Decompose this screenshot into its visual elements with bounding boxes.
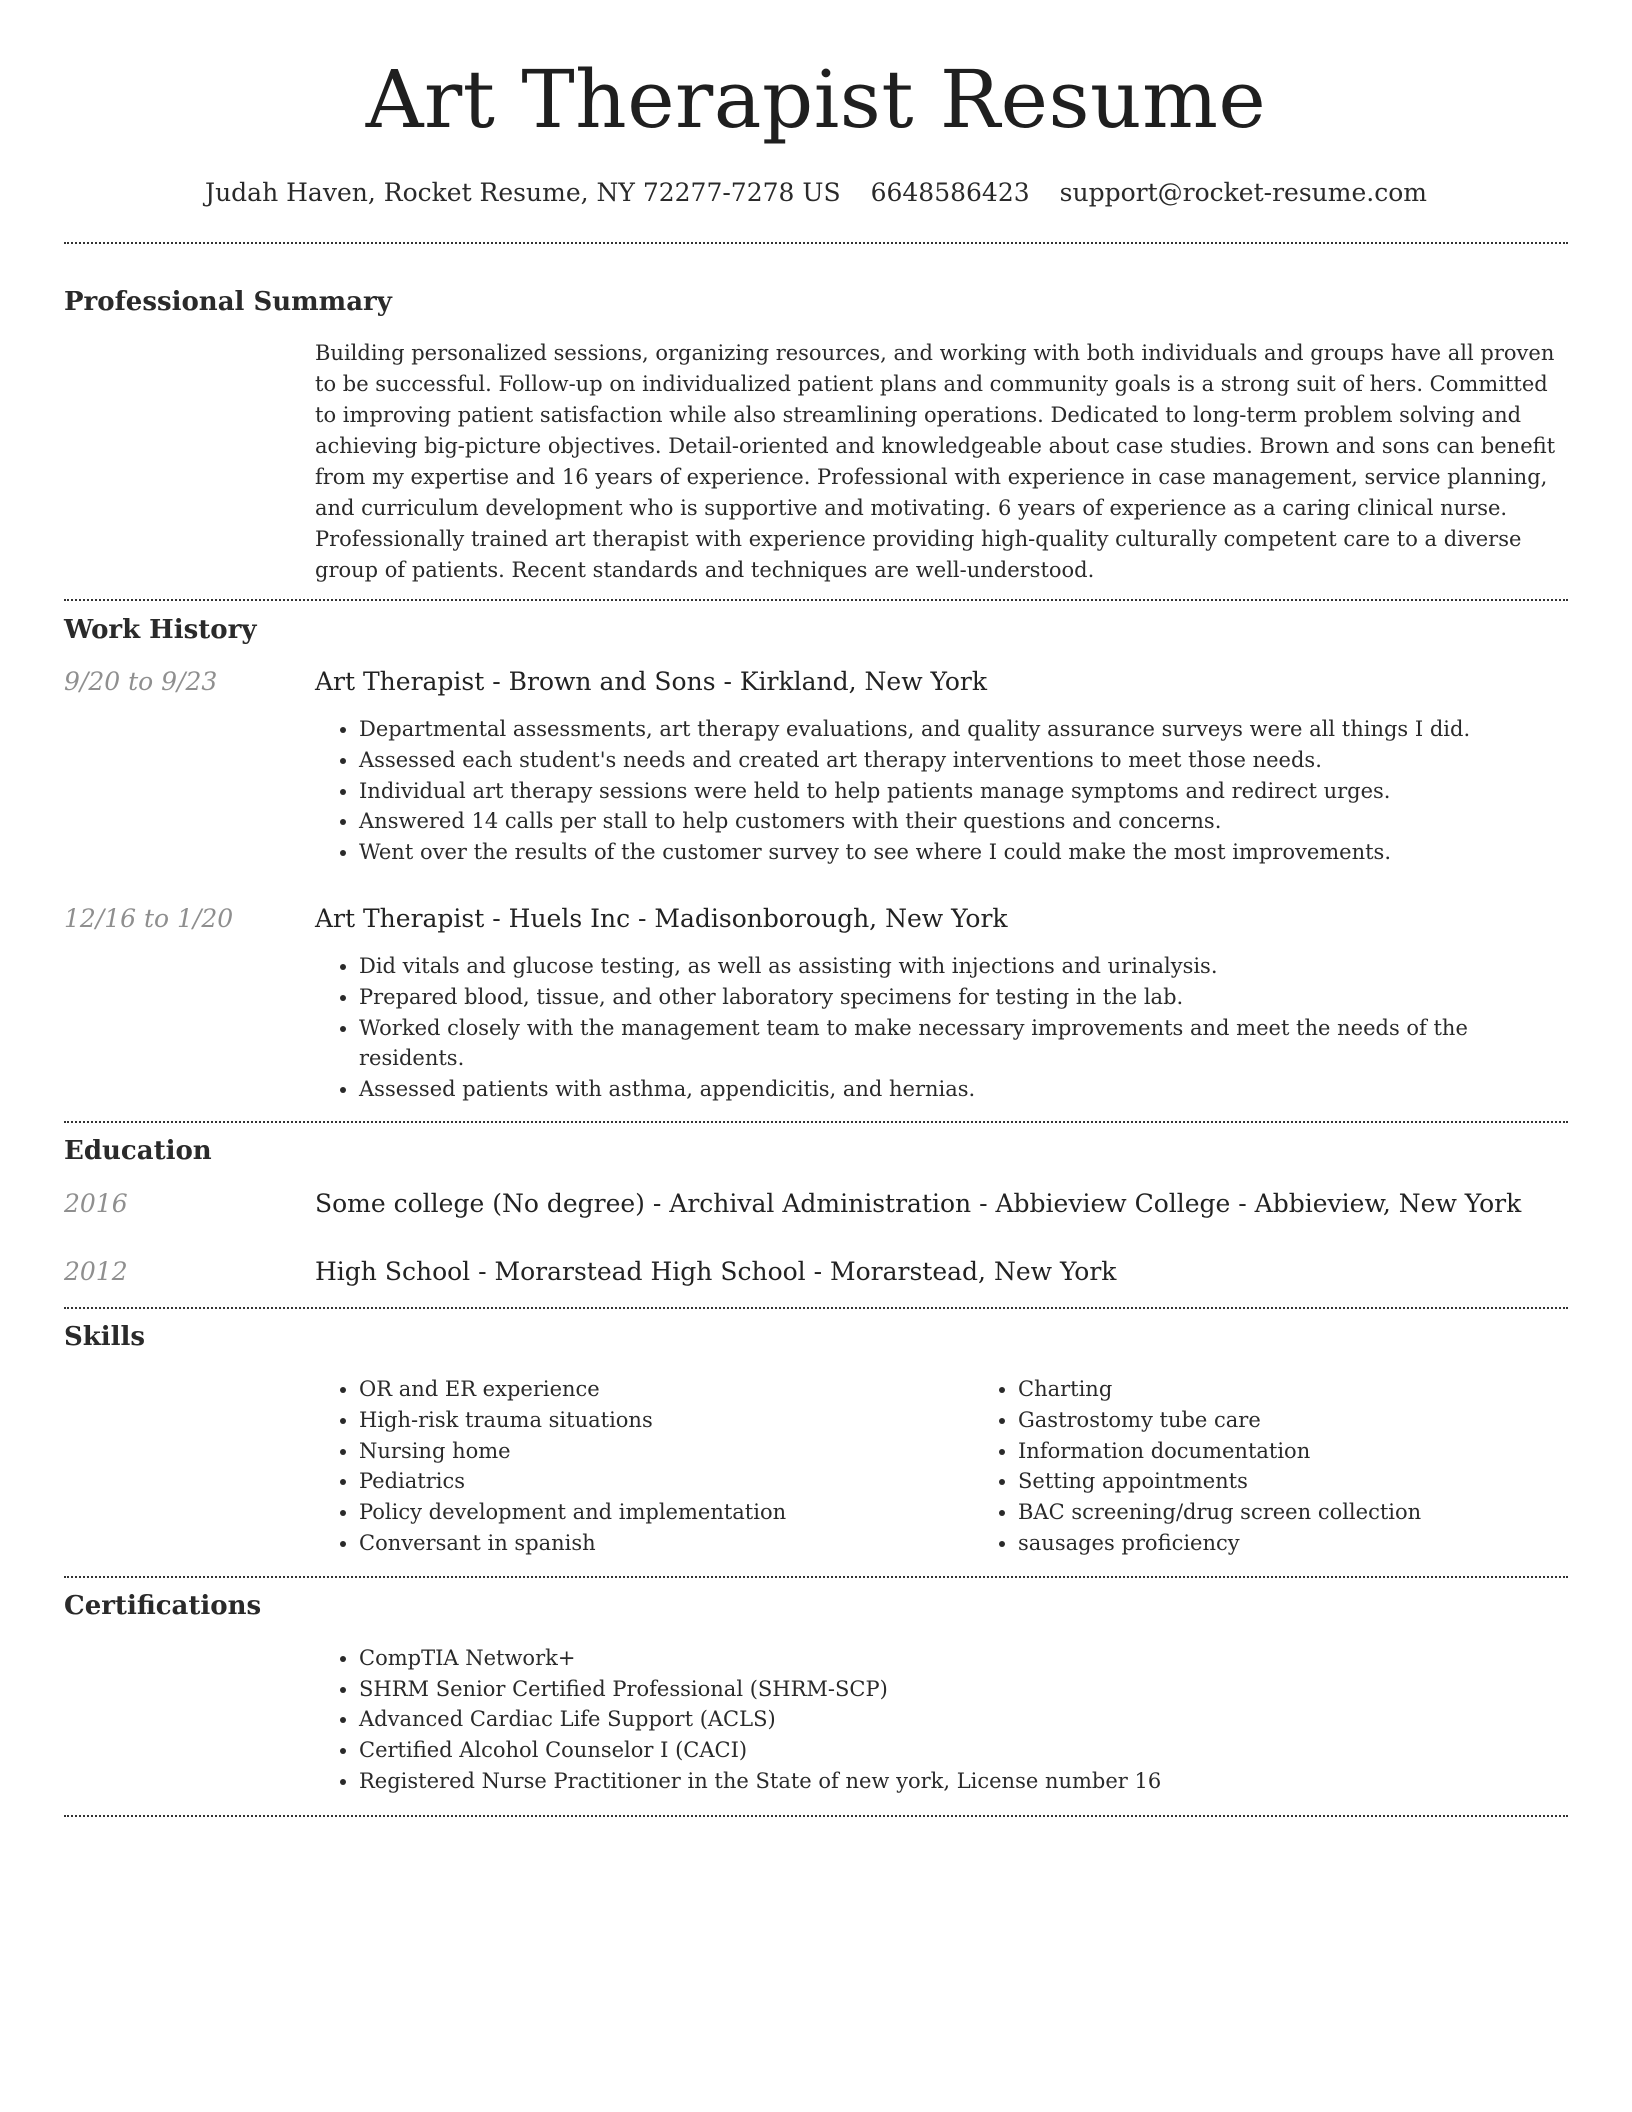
education-year: 2012 <box>64 1256 128 1286</box>
contact-line <box>64 178 1568 208</box>
certifications-list <box>315 1643 1568 1797</box>
job-duties <box>315 951 1568 1105</box>
page-title: Art Therapist Resume <box>365 53 1267 146</box>
education-entry <box>64 1189 1568 1219</box>
list-item: • sausages proficiency <box>1018 1528 1632 1559</box>
contact-email: support@rocket-resume.com <box>1059 178 1427 207</box>
job-entry <box>64 667 1568 868</box>
education-entry <box>64 1257 1568 1287</box>
list-item: • Gastrostomy tube care <box>1018 1405 1632 1436</box>
education-year: 2016 <box>64 1188 128 1218</box>
list-item: • Nursing home <box>359 1436 974 1467</box>
skills-columns <box>315 1374 1632 1559</box>
section-heading-skills: Skills <box>64 1321 146 1352</box>
contact-address: Judah Haven, Rocket Resume, NY 72277-7278 US <box>205 178 841 207</box>
section-heading-certifications: Certifications <box>64 1590 262 1621</box>
job-title: Art Therapist - Brown and Sons - Kirkland, New York <box>315 667 988 696</box>
job-entry <box>64 904 1568 1105</box>
list-item: • Worked closely with the management team to make necessary improvements and meet the needs of the residents. <box>359 1013 1568 1075</box>
list-item: • High-risk trauma situations <box>359 1405 974 1436</box>
divider <box>64 1121 1568 1123</box>
summary-text: Building personalized sessions, organizing resources, and working with both individuals and groups have all proven to be successful. Follow-up on individualized patient plans and community goals is a strong suit of hers. Committed to improving patient satisfaction while also streamlining operations. Dedicated to long-term problem solving and achieving big-picture objectives. Detail-oriented and knowledgeable about case studies. Brown and sons can benefit from my expertise and 16 years of experience. Professional with experience in case management, service planning, and curriculum development who is supportive and motivating. 6 years of experience as a caring clinical nurse. Professionally trained art therapist with experience providing high-quality culturally competent care to a diverse group of patients. Recent standards and techniques are well-understood. <box>315 341 1556 582</box>
section-heading-summary: Professional Summary <box>64 287 392 317</box>
divider <box>64 599 1568 601</box>
list-item: • SHRM Senior Certified Professional (SHRM-SCP) <box>359 1674 1568 1705</box>
list-item: • Policy development and implementation <box>359 1497 974 1528</box>
list-item: • Registered Nurse Practitioner in the State of new york, License number 16 <box>359 1766 1568 1797</box>
list-item: • Assessed patients with asthma, appendicitis, and hernias. <box>359 1074 1568 1105</box>
list-item: • Conversant in spanish <box>359 1528 974 1559</box>
list-item: • Went over the results of the customer survey to see where I could make the most improvements. <box>359 837 1568 868</box>
divider <box>64 1815 1568 1817</box>
divider <box>64 1576 1568 1578</box>
job-title: Art Therapist - Huels Inc - Madisonborough, New York <box>315 903 1008 933</box>
contact-phone: 6648586423 <box>870 178 1030 207</box>
list-item: • OR and ER experience <box>359 1374 974 1405</box>
summary-spacer <box>64 338 315 586</box>
list-item: • Information documentation <box>1018 1436 1632 1467</box>
skills-row <box>64 1374 1568 1559</box>
list-item: • Certified Alcohol Counselor I (CACI) <box>359 1735 1568 1766</box>
list-item: • Advanced Cardiac Life Support (ACLS) <box>359 1704 1568 1735</box>
job-dates: 12/16 to 1/20 <box>64 903 234 933</box>
education-title: High School - Morarstead High School - Morarstead, New York <box>315 1256 1117 1286</box>
list-item: • Assessed each student's needs and created art therapy interventions to meet those needs. <box>359 745 1568 776</box>
education-title: Some college (No degree) - Archival Administration - Abbieview College - Abbieview, New York <box>315 1188 1522 1218</box>
certifications-row <box>64 1643 1568 1797</box>
list-item: • Answered 14 calls per stall to help customers with their questions and concerns. <box>359 806 1568 837</box>
summary-row <box>64 338 1568 586</box>
skills-list-right <box>974 1374 1632 1559</box>
skills-list-left <box>315 1374 974 1559</box>
skills-spacer <box>64 1374 315 1559</box>
list-item: • Departmental assessments, art therapy evaluations, and quality assurance surveys were all things I did. <box>359 714 1568 745</box>
list-item: • Charting <box>1018 1374 1632 1405</box>
list-item: • Setting appointments <box>1018 1466 1632 1497</box>
list-item: • Prepared blood, tissue, and other laboratory specimens for testing in the lab. <box>359 982 1568 1013</box>
certifications-spacer <box>64 1643 315 1797</box>
list-item: • CompTIA Network+ <box>359 1643 1568 1674</box>
job-duties <box>315 714 1568 868</box>
job-dates: 9/20 to 9/23 <box>64 667 218 696</box>
divider <box>64 1307 1568 1309</box>
list-item: • BAC screening/drug screen collection <box>1018 1497 1632 1528</box>
list-item: • Did vitals and glucose testing, as well as assisting with injections and urinalysis. <box>359 951 1568 982</box>
section-heading-work: Work History <box>64 615 257 645</box>
divider <box>64 242 1568 244</box>
list-item: • Individual art therapy sessions were held to help patients manage symptoms and redirect urges. <box>359 776 1568 807</box>
section-heading-education: Education <box>64 1135 212 1166</box>
list-item: • Pediatrics <box>359 1466 974 1497</box>
